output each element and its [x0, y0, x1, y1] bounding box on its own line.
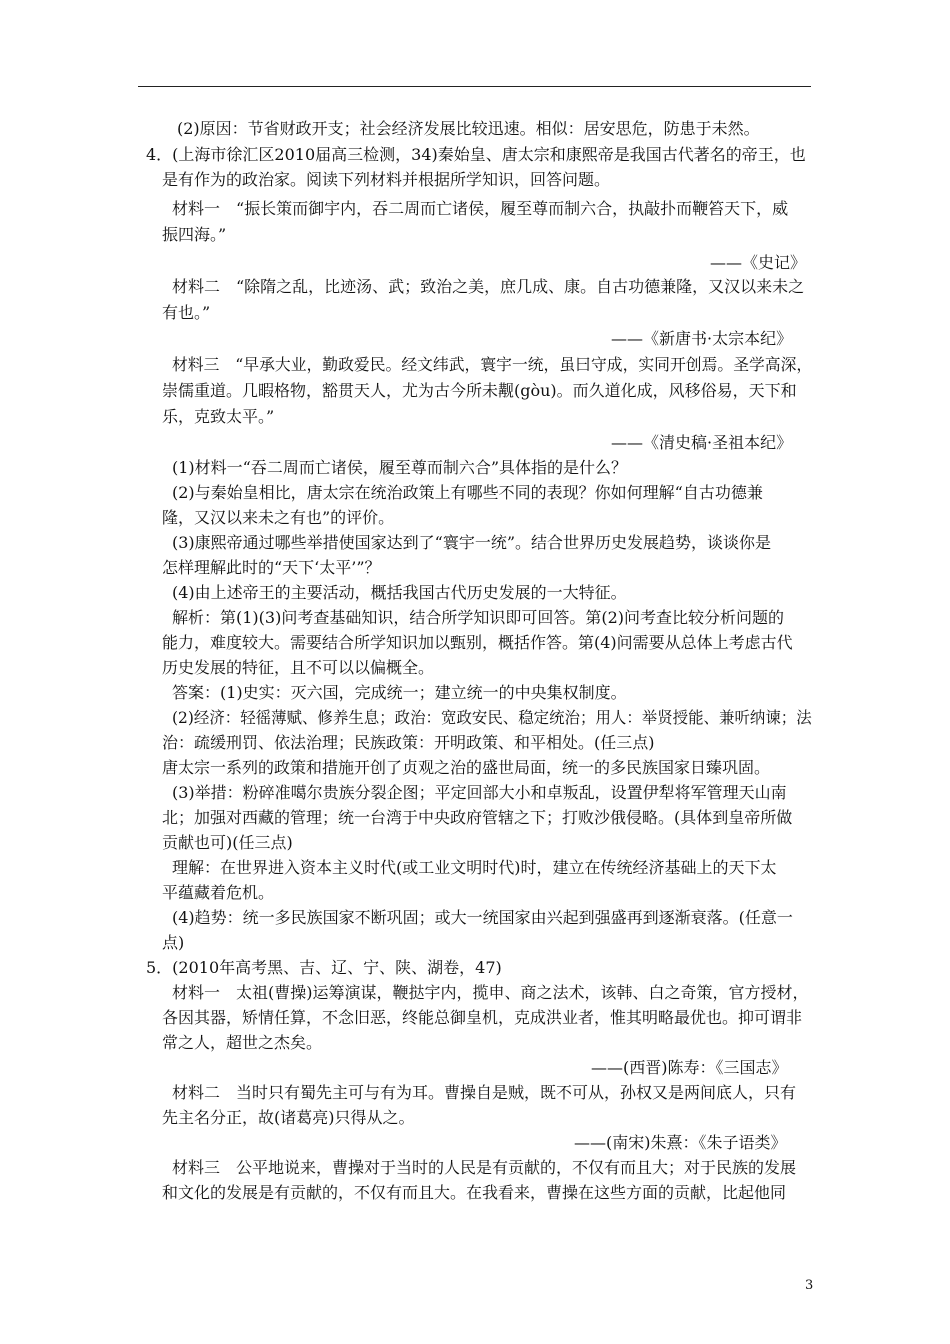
text-line: 振四海。” [162, 225, 227, 244]
text-line: 各因其器，矫情任算，不念旧恶，终能总御皇机，克成洪业者，惟其明略最优也。抑可谓非 [162, 1008, 803, 1027]
analysis: 解析：第(1)(3)问考查基础知识，结合所学知识即可回答。第(2)问考查比较分析问题的 [172, 608, 784, 627]
sub-question-1: (1)材料一“吞二周而亡诸侯，履至尊而制六合”具体指的是什么？ [172, 458, 628, 477]
text-line: 常之人，超世之杰矣。 [162, 1033, 323, 1052]
text-line: 是有作为的政治家。阅读下列材料并根据所学知识，回答问题。 [162, 170, 611, 189]
text-line: 唐太宗一系列的政策和措施开创了贞观之治的盛世局面，统一的多民族国家日臻巩固。 [162, 758, 771, 777]
text-line: 理解：在世界进入资本主义时代(或工业文明时代)时，建立在传统经济基础上的天下太 [172, 858, 777, 877]
answer-4: (4)趋势：统一多民族国家不断巩固；或大一统国家由兴起到强盛再到逐渐衰落。(任意一 [172, 908, 793, 927]
citation: ——《清史稿·圣祖本纪》 [611, 433, 793, 452]
text-line: 先主名分正，故(诸葛亮)只得从之。 [162, 1108, 415, 1127]
answer: 答案：(1)史实：灭六国，完成统一；建立统一的中央集权制度。 [172, 683, 627, 702]
text-line: 和文化的发展是有贡献的，不仅有而且大。在我看来，曹操在这些方面的贡献，比起他同 [162, 1183, 787, 1202]
answer-3: (3)举措：粉碎准噶尔贵族分裂企图；平定回部大小和卓叛乱，设置伊犁将军管理天山南 [172, 783, 787, 802]
material-3: 材料三 “早承大业，勤政爱民。经文纬武，寰宇一统，虽曰守成，实同开创焉。圣学高深， [172, 355, 813, 374]
text-line: 治：疏缓刑罚、依法治理；民族政策：开明政策、和平相处。(任三点) [162, 733, 655, 752]
text-line: 怎样理解此时的“天下‘太平’”？ [162, 558, 381, 577]
material-2: 材料二 “除隋之乱，比迹汤、武；致治之美，庶几成、康。自古功德兼隆，又汉以来未之 [172, 277, 805, 296]
text-line: 贡献也可)(任三点) [162, 833, 293, 852]
material-2: 材料二 当时只有蜀先主可与有为耳。曹操自是贼，既不可从，孙权又是两间底人，只有 [172, 1083, 797, 1102]
text-line: 隆，又汉以来未之有也”的评价。 [162, 508, 395, 527]
text-line: 点) [162, 933, 185, 952]
citation: ——《新唐书·太宗本纪》 [611, 329, 793, 348]
citation: ——(南宋)朱熹：《朱子语类》 [574, 1133, 787, 1152]
header-rule [138, 86, 811, 87]
text-line: 乐，克致太平。” [162, 407, 275, 426]
material-3: 材料三 公平地说来，曹操对于当时的人民是有贡献的，不仅有而且大；对于民族的发展 [172, 1158, 797, 1177]
answer-2: (2)经济：轻徭薄赋、修养生息；政治：宽政安民、稳定统治；用人：举贤授能、兼听纳谏；法 [172, 708, 812, 727]
citation: ——(西晋)陈寿：《三国志》 [591, 1058, 788, 1077]
text-line: 历史发展的特征，且不可以以偏概全。 [162, 658, 435, 677]
sub-question-2: (2)与秦始皇相比，唐太宗在统治政策上有哪些不同的表现？你如何理解“自古功德兼 [172, 483, 763, 502]
sub-question-3: (3)康熙帝通过哪些举措使国家达到了“寰宇一统”。结合世界历史发展趋势，谈谈你是 [172, 533, 772, 552]
material-1: 材料一 太祖(曹操)运筹演谋，鞭挞宇内，揽申、商之法术，该韩、白之奇策，官方授材， [172, 983, 809, 1002]
text-line: (2)原因：节省财政开支；社会经济发展比较迅速。相似：居安思危，防患于未然。 [177, 119, 760, 138]
text-line: 能力，难度较大。需要结合所学知识加以甄别，概括作答。第(4)问需要从总体上考虑古代 [162, 633, 793, 652]
text-line: 北；加强对西藏的管理；统一台湾于中央政府管辖之下；打败沙俄侵略。(具体到皇帝所做 [162, 808, 793, 827]
text-line: 平蕴藏着危机。 [162, 883, 275, 902]
page-number: 3 [805, 1278, 814, 1293]
question-5-heading: 5．(2010年高考黑、吉、辽、宁、陕、湖卷，47) [146, 958, 502, 977]
sub-question-4: (4)由上述帝王的主要活动，概括我国古代历史发展的一大特征。 [172, 583, 627, 602]
material-1: 材料一 “振长策而御宇内，吞二周而亡诸侯，履至尊而制六合，执敲扑而鞭笞天下，威 [172, 199, 789, 218]
text-line: 崇儒重道。几暇格物，豁贯天人，尤为古今所未觏(gòu)。而久道化成，风移俗易，天下和 [162, 381, 797, 400]
citation: ——《史记》 [710, 253, 807, 272]
question-4-heading: 4．(上海市徐汇区2010届高三检测，34)秦始皇、唐太宗和康熙帝是我国古代著名的帝王，也 [146, 145, 806, 164]
text-line: 有也。” [162, 303, 211, 322]
